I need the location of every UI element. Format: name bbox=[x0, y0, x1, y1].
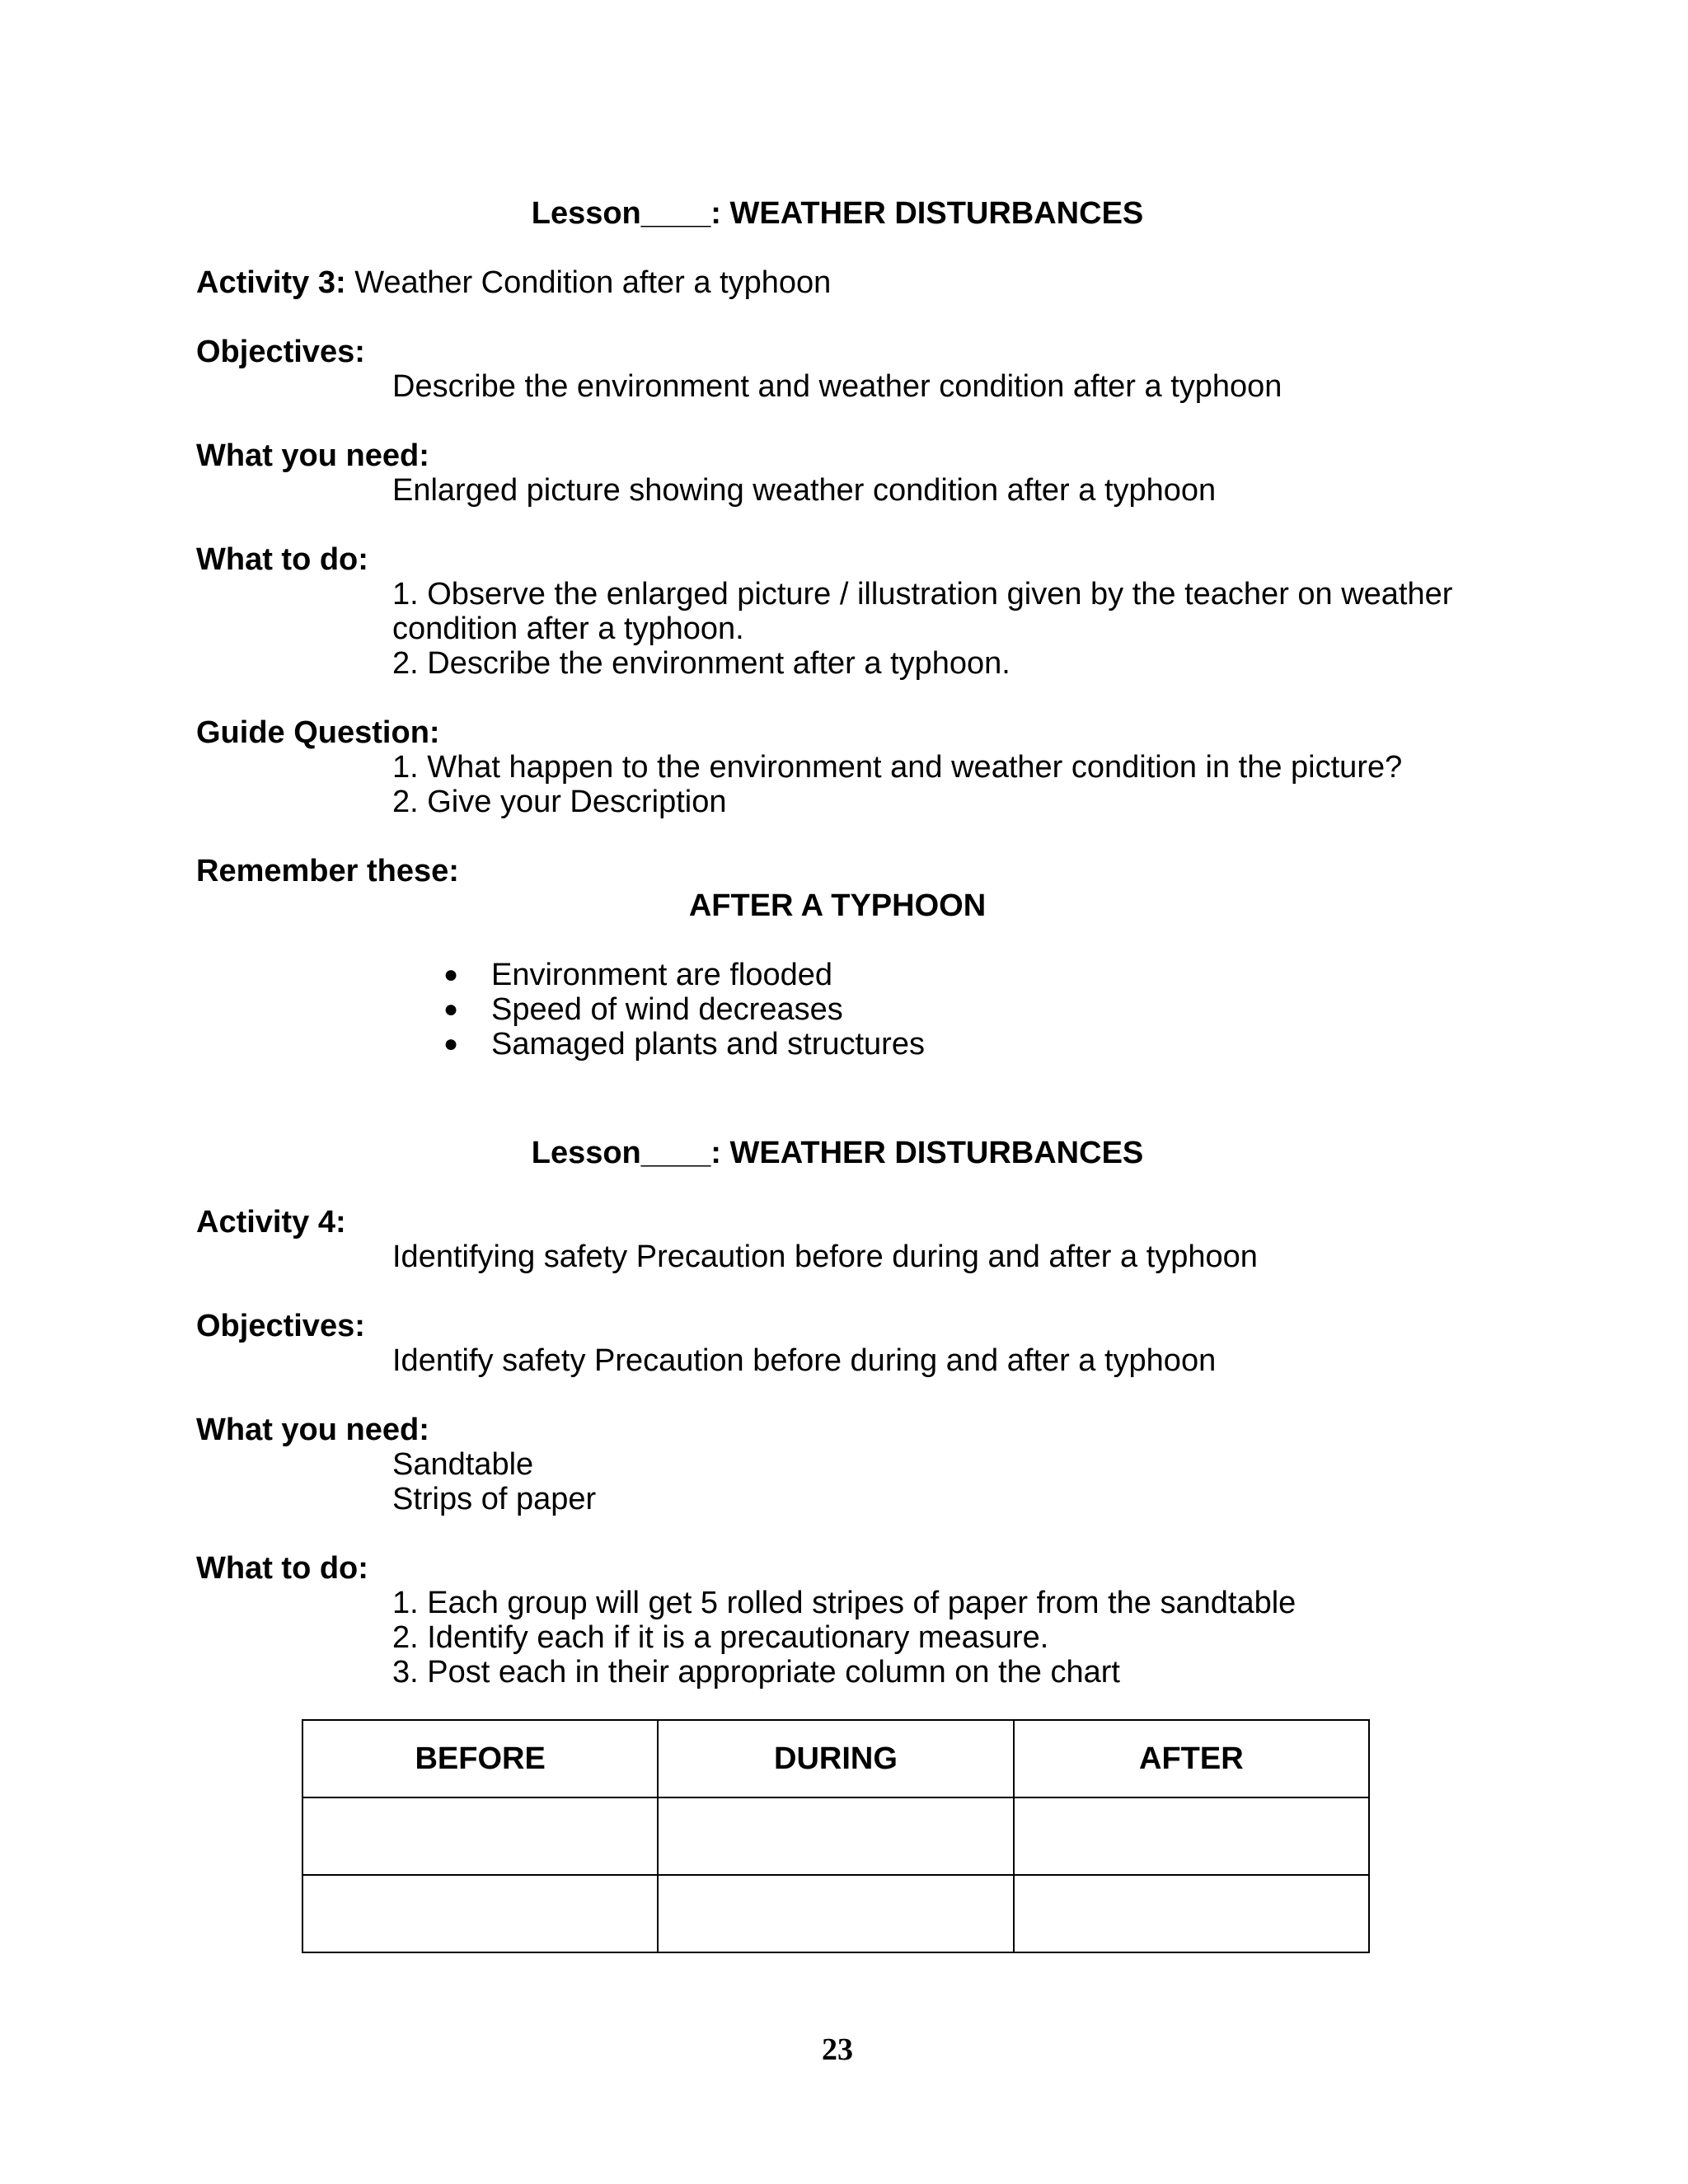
bullet-item: Environment are flooded bbox=[491, 958, 833, 992]
what-to-do-line: 3. Post each in their appropriate column on the chart bbox=[392, 1655, 1120, 1690]
lesson-title: Lesson____: WEATHER DISTURBANCES bbox=[531, 196, 1144, 231]
precaution-chart-table bbox=[302, 1719, 1370, 1953]
activity-text: Weather Condition after a typhoon bbox=[354, 265, 832, 300]
objectives-label: Objectives: bbox=[196, 1309, 365, 1343]
table-row bbox=[302, 1797, 1369, 1875]
column-header-during: DURING bbox=[658, 1720, 1013, 1797]
objectives-label: Objectives: bbox=[196, 335, 365, 369]
table-row bbox=[302, 1875, 1369, 1952]
objectives-text: Describe the environment and weather condition after a typhoon bbox=[392, 369, 1282, 404]
what-you-need-item: Strips of paper bbox=[392, 1482, 597, 1516]
table-cell bbox=[302, 1875, 658, 1952]
what-you-need-item: Sandtable bbox=[392, 1447, 534, 1482]
guide-question-label: Guide Question: bbox=[196, 715, 440, 750]
what-you-need-label: What you need: bbox=[196, 1413, 429, 1447]
what-to-do-line: condition after a typhoon. bbox=[392, 612, 744, 646]
what-to-do-line: 2. Describe the environment after a typhoon. bbox=[392, 646, 1010, 681]
table-cell bbox=[302, 1797, 658, 1875]
page-number: 23 bbox=[822, 2032, 853, 2067]
activity-label: Activity 3: bbox=[196, 265, 346, 300]
activity-line bbox=[196, 265, 831, 300]
what-to-do-label: What to do: bbox=[196, 1551, 368, 1586]
what-you-need-label: What you need: bbox=[196, 438, 429, 473]
column-header-after: AFTER bbox=[1014, 1720, 1369, 1797]
what-to-do-line: 1. Observe the enlarged picture / illustration given by the teacher on weather bbox=[392, 577, 1453, 612]
table-cell bbox=[658, 1875, 1013, 1952]
what-you-need-text: Enlarged picture showing weather condition after a typhoon bbox=[392, 473, 1217, 508]
guide-question-line: 1. What happen to the environment and weather condition in the picture? bbox=[392, 750, 1403, 785]
bullet-icon: ● bbox=[443, 1030, 459, 1057]
table-cell bbox=[1014, 1875, 1369, 1952]
remember-heading: AFTER A TYPHOON bbox=[688, 888, 987, 923]
what-to-do-line: 2. Identify each if it is a precautionary measure. bbox=[392, 1620, 1049, 1655]
lesson-title: Lesson____: WEATHER DISTURBANCES bbox=[531, 1136, 1144, 1170]
objectives-text: Identify safety Precaution before during and after a typhoon bbox=[392, 1343, 1217, 1378]
what-to-do-line: 1. Each group will get 5 rolled stripes of paper from the sandtable bbox=[392, 1586, 1296, 1620]
table-cell bbox=[1014, 1797, 1369, 1875]
remember-label: Remember these: bbox=[196, 854, 459, 888]
bullet-item: Samaged plants and structures bbox=[491, 1027, 925, 1062]
activity-text: Identifying safety Precaution before during and after a typhoon bbox=[392, 1240, 1258, 1274]
activity-label: Activity 4: bbox=[196, 1205, 346, 1240]
guide-question-line: 2. Give your Description bbox=[392, 785, 727, 819]
table-cell bbox=[658, 1797, 1013, 1875]
column-header-before: BEFORE bbox=[302, 1720, 658, 1797]
bullet-icon: ● bbox=[443, 996, 459, 1023]
bullet-item: Speed of wind decreases bbox=[491, 992, 843, 1027]
bullet-icon: ● bbox=[443, 961, 459, 988]
table-header-row bbox=[302, 1720, 1369, 1797]
what-to-do-label: What to do: bbox=[196, 542, 368, 577]
